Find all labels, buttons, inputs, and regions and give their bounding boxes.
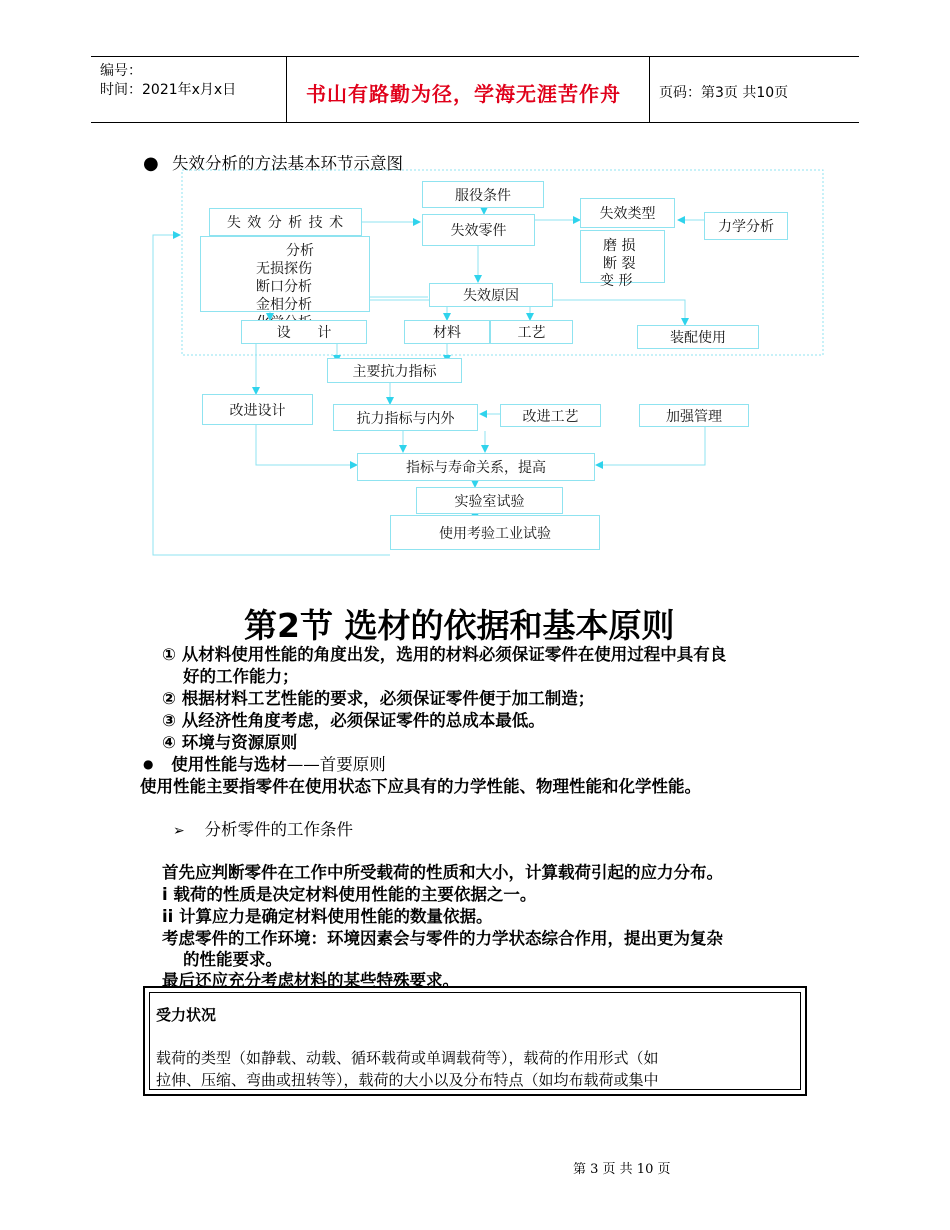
header-motto: 书山有路勤为径，学海无涯苦作舟: [306, 82, 621, 106]
work-condition-4b: 的性能要求。: [183, 950, 282, 969]
load-condition-heading: 受力状况: [156, 1006, 217, 1024]
principle-4: ④ 环境与资源原则: [162, 733, 298, 752]
failed-part-box: 失效零件: [422, 214, 535, 246]
header-page: 页码：第3页 共10页: [659, 85, 789, 101]
failure-cause-box: 失效原因: [429, 283, 553, 307]
bullet-performance-a: 使用性能与选材: [171, 755, 287, 774]
failure-type-deformation: 变 形: [600, 273, 633, 289]
bullet-dot: ●: [143, 757, 154, 771]
sub-heading-text: 分析零件的工作条件: [204, 820, 353, 839]
analysis-technique-box: 失 效 分 析 技 术: [209, 208, 362, 236]
technique-1: 分析: [286, 243, 314, 259]
header-code: 编号：: [100, 63, 142, 79]
load-condition-text-1: 载荷的类型（如静载、动载、循环载荷或单调载荷等），载荷的作用形式（如: [156, 1049, 659, 1067]
work-condition-4a: 考虑零件的工作环境：环境因素会与零件的力学状态综合作用，提出更为复杂: [162, 929, 723, 948]
bullet-dot: ●: [143, 153, 159, 174]
industrial-test-box: 使用考验工业试验: [390, 515, 600, 550]
performance-definition: 使用性能主要指零件在使用状态下应具有的力学性能、物理性能和化学性能。: [140, 777, 701, 796]
load-condition-inner: [149, 992, 801, 1090]
bullet-performance: [143, 751, 386, 775]
footer-page-number: 第 3 页 共 10 页: [573, 1162, 671, 1177]
technique-2: 无损探伤: [256, 261, 312, 277]
technique-3: 断口分析: [256, 279, 312, 295]
principle-2: ② 根据材料工艺性能的要求，必须保证零件便于加工制造；: [162, 689, 595, 708]
failure-type-wear: 磨 损: [603, 238, 636, 254]
load-condition-table: [143, 986, 807, 1096]
strengthen-management-box: 加强管理: [639, 404, 749, 427]
improve-design-box: 改进设计: [202, 394, 313, 425]
process-box: 工艺: [490, 320, 573, 344]
lab-test-box: 实验室试验: [416, 487, 563, 514]
main-index-box: 主要抗力指标: [327, 358, 462, 383]
principle-1b: 好的工作能力；: [183, 667, 299, 686]
arrow-bullet-icon: ➢: [173, 823, 185, 839]
principle-3: ③ 从经济性角度考虑，必须保证零件的总成本最低。: [162, 711, 545, 730]
load-condition-text-2: 拉伸、压缩、弯曲或扭转等），载荷的大小以及分布特点（如均布载荷或集中: [156, 1071, 659, 1089]
failure-type-list: [580, 230, 665, 289]
section-title: 第2节 选材的依据和基本原则: [244, 606, 675, 645]
diagram-heading-text: 失效分析的方法基本环节示意图: [171, 154, 403, 173]
technique-list-box: [200, 236, 370, 312]
header-time: 时间：2021年x月x日: [100, 82, 237, 98]
work-condition-5: 最后还应充分考虑材料的某些特殊要求。: [162, 971, 459, 990]
work-condition-1: 首先应判断零件在工作中所受载荷的性质和大小，计算载荷引起的应力分布。: [162, 863, 723, 882]
life-relation-box: 指标与寿命关系，提高: [357, 453, 595, 481]
technique-4: 金相分析: [256, 297, 312, 313]
assembly-use-box: 装配使用: [637, 325, 759, 349]
index-relation-box: 抗力指标与内外: [333, 404, 478, 431]
principle-1a: ① 从材料使用性能的角度出发，选用的材料必须保证零件在使用过程中具有良: [162, 645, 727, 664]
service-condition-box: 服役条件: [422, 181, 544, 208]
material-box: 材料: [404, 320, 490, 344]
mechanics-analysis-box: 力学分析: [704, 212, 788, 240]
work-condition-2: i 载荷的性质是决定材料使用性能的主要依据之一。: [162, 885, 537, 904]
sub-heading: [173, 816, 353, 840]
design-box: 设 计: [241, 320, 367, 344]
bullet-performance-b: ——首要原则: [286, 755, 386, 774]
improve-process-box: 改进工艺: [500, 404, 601, 427]
failure-type-fracture: 断 裂: [603, 256, 636, 272]
failure-type-box: 失效类型: [580, 198, 675, 228]
work-condition-3: ii 计算应力是确定材料使用性能的数量依据。: [162, 907, 493, 926]
